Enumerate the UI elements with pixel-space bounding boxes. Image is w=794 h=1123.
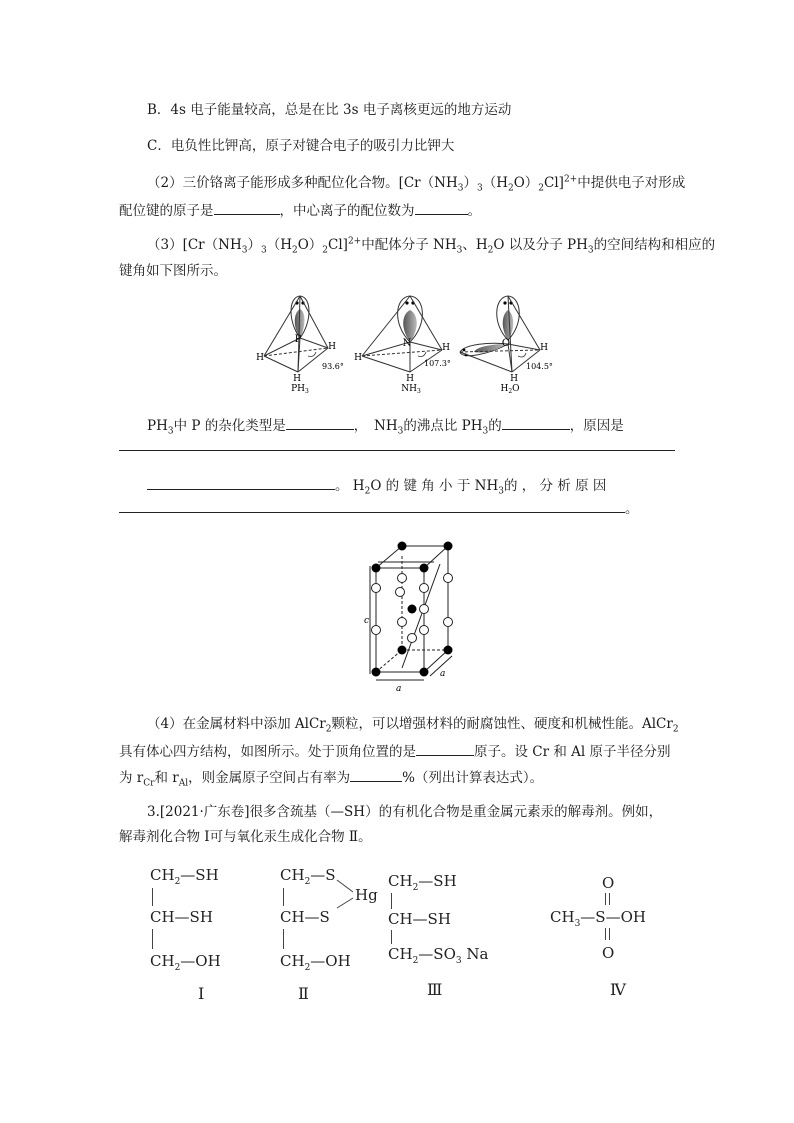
ph3-center-atom: P: [294, 334, 302, 345]
q4-line2: 具有体心四方结构，如图所示。处于顶角位置的是 原子。设 Cr 和 Al 原子半径分别: [119, 741, 671, 761]
q3-main-line1: 3.[2021·广东卷]很多含巯基（—SH）的有机化合物是重金属元素汞的解毒剂。例如，: [147, 804, 663, 820]
q3-ph3-line: $PH_3$中 P 的杂化类型是 ， $NH_3$的沸点比 $PH_3$的 ，原因是: [147, 415, 624, 435]
lattice-label-a-bottom: a: [396, 684, 402, 694]
lattice-label-a-side: a: [440, 669, 446, 679]
compound-2-label: Ⅱ: [298, 984, 309, 1003]
compound-3-label: Ⅲ: [427, 980, 443, 999]
ph3-bond-angle: 93.6°: [322, 362, 344, 371]
h2o-structure: [460, 296, 553, 395]
answer-blank-vertex-atom[interactable]: [416, 741, 474, 756]
h2o-bond-angle: 104.5°: [526, 362, 553, 371]
nh3-center-atom: N: [402, 338, 412, 349]
q3-main-line2: 解毒剂化合物 Ⅰ可与氧化汞生成化合物 Ⅱ。: [119, 829, 372, 845]
answer-blank-hybridization[interactable]: [286, 415, 354, 430]
answer-line-bond-angle-reason[interactable]: [119, 512, 625, 513]
svg-text:H: H: [406, 374, 414, 384]
compound-1-label: Ⅰ: [198, 984, 205, 1003]
answer-blank-coordinating-atom[interactable]: [214, 200, 280, 215]
answer-blank-boiling-reason-cont[interactable]: [147, 475, 335, 490]
q3-h2o-line: 。 $H_2O$ 的 键 角 小 于 $NH_3$的 ， 分 析 原 因: [147, 475, 606, 495]
compound-4-label: Ⅳ: [610, 980, 626, 999]
h2o-center-atom: O: [501, 338, 511, 349]
molecule-structures-figure: [250, 292, 580, 396]
q3-line1: $(3)[Cr(NH_3)_3(H_2O)_2Cl]^{2+}$中配体分子 $NH_3$、$H_2O$ 以及分子 $PH_3$的空间结构和相应的: [147, 236, 716, 256]
answer-blank-boiling-point[interactable]: [502, 415, 570, 430]
svg-text:H: H: [256, 353, 264, 363]
h2o-label: $H_2O$: [500, 384, 520, 395]
option-c: C．电负性比钾高，原子对键合电子的吸引力比钾大: [147, 138, 455, 154]
q3-line2: 键角如下图所示。: [119, 263, 227, 279]
nh3-bond-angle: 107.3°: [424, 359, 451, 368]
ph3-label: $PH_3$: [291, 384, 309, 395]
answer-blank-packing-fraction[interactable]: [350, 767, 402, 782]
svg-text:H: H: [442, 343, 450, 353]
alcr2-unit-cell-figure: [362, 538, 472, 696]
nh3-structure: [354, 296, 451, 395]
nh3-label: $NH_3$: [401, 384, 421, 395]
answer-blank-coordination-number[interactable]: [415, 200, 468, 215]
svg-text:H: H: [354, 353, 362, 363]
q3-end-mark: 。: [625, 501, 639, 517]
svg-text:H: H: [540, 343, 548, 353]
q4-line1: （4）在金属材料中添加 AlCr$_2$颗粒，可以增强材料的耐腐蚀性、硬度和机械性能。AlCr$_2$: [147, 716, 679, 735]
lattice-label-c: c: [364, 616, 370, 626]
option-b: B．4s 电子能量较高，总是在比 3s 电子离核更远的地方运动: [147, 102, 512, 118]
ph3-structure: [256, 296, 344, 395]
svg-text:H: H: [328, 342, 336, 352]
q4-line3: 为 $r_{Cr}$和 $r_{Al}$，则金属原子空间占有率为 %（列出计算表达式）。: [119, 767, 543, 787]
q2-line2: 配位键的原子是 ，中心离子的配位数为 。: [119, 200, 481, 220]
answer-line-boiling-reason[interactable]: [119, 450, 675, 451]
svg-text:H: H: [293, 374, 301, 384]
svg-text:H: H: [510, 374, 518, 384]
q2-line1: （2）三价铬离子能形成多种配位化合物。$[Cr(NH_3)_3(H_2O)_2Cl]^{2+}$中提供电子对形成: [147, 174, 686, 194]
